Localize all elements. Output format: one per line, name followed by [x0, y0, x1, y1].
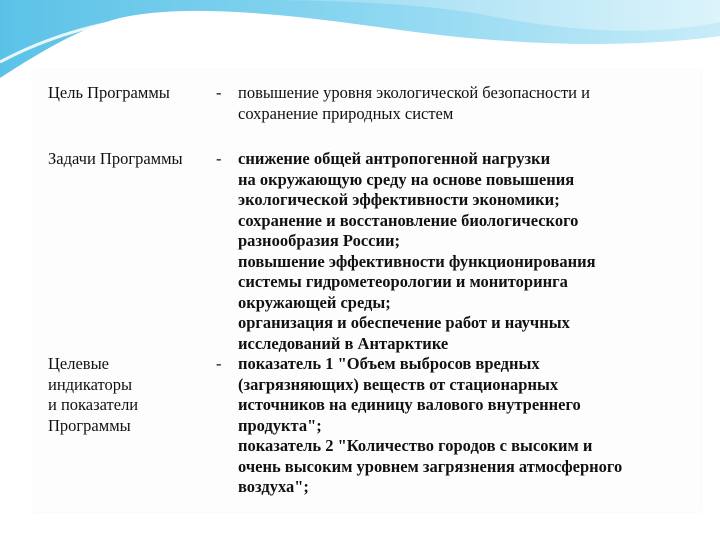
- text-line: показатель 1 "Объем выбросов вредных: [238, 354, 540, 373]
- text-line: сохранение природных систем: [238, 103, 454, 123]
- text-line: (загрязняющих) веществ от стационарных: [238, 374, 559, 394]
- goal-dash: -: [216, 83, 222, 102]
- indicators-text: [238, 354, 698, 498]
- text-line: организация и обеспечение работ и научных: [238, 313, 570, 332]
- text-line: источников на единицу валового внутреннего: [238, 395, 581, 414]
- text-line: на окружающую среду на основе повышения: [238, 169, 575, 189]
- text-line: системы гидрометеорологии и мониторинга: [238, 272, 568, 291]
- goal-text: [238, 83, 698, 124]
- label-line: индикаторы: [48, 374, 133, 394]
- text-line: снижение общей антропогенной нагрузки: [238, 149, 551, 168]
- text-line: экологической эффективности экономики;: [238, 190, 560, 209]
- label-line: Целевые: [48, 354, 109, 373]
- decorative-wave-banner: [0, 0, 720, 80]
- text-line: очень высоким уровнем загрязнения атмосферного: [238, 456, 623, 476]
- program-document: [33, 70, 701, 512]
- label-line: Программы: [48, 415, 131, 435]
- tasks-text: [238, 149, 698, 354]
- tasks-dash: -: [216, 149, 222, 168]
- tasks-label: Задачи Программы: [48, 149, 183, 168]
- goal-label: Цель Программы: [48, 83, 170, 102]
- text-line: показатель 2 "Количество городов с высоким и: [238, 436, 593, 455]
- indicators-label: [48, 354, 208, 436]
- text-line: повышение уровня экологической безопасности и: [238, 83, 590, 102]
- text-line: воздуха";: [238, 477, 309, 496]
- label-line: и показатели: [48, 395, 139, 414]
- text-line: повышение эффективности функционирования: [238, 251, 596, 271]
- text-line: продукта";: [238, 415, 322, 435]
- text-line: окружающей среды;: [238, 292, 391, 312]
- text-line: разнообразия России;: [238, 231, 401, 250]
- indicators-dash: -: [216, 354, 222, 373]
- text-line: сохранение и восстановление биологического: [238, 210, 579, 230]
- text-line: исследований в Антарктике: [238, 333, 449, 353]
